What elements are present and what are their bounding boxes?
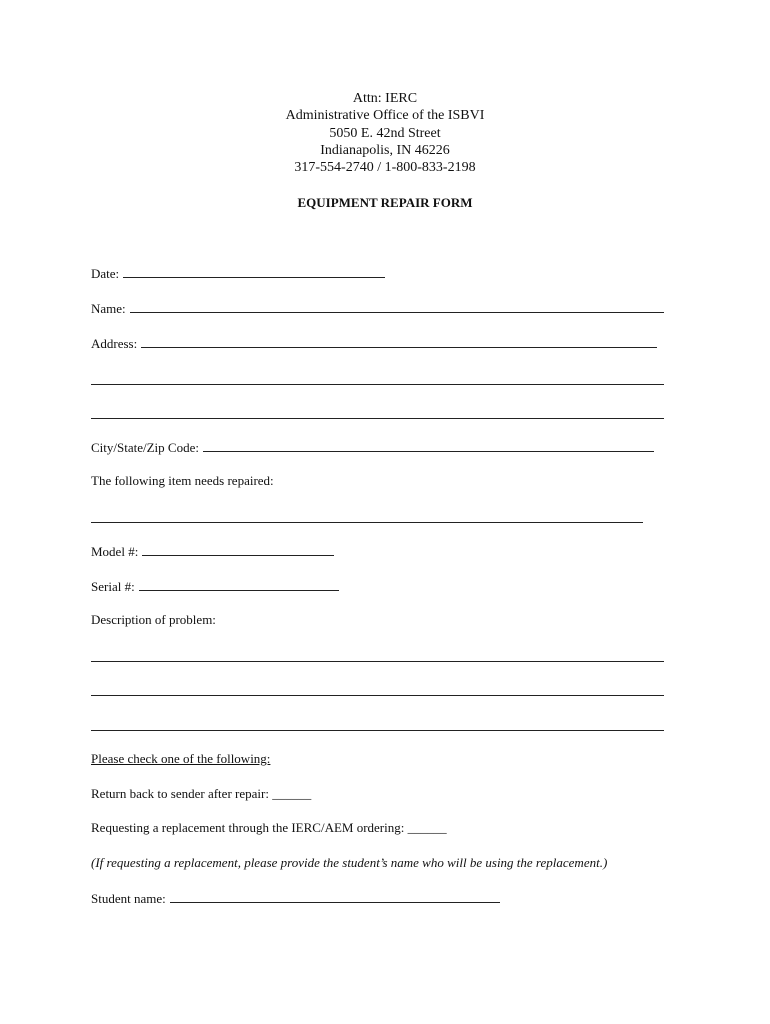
model-label: Model #: xyxy=(91,544,139,559)
description-field-line-2[interactable] xyxy=(91,695,664,696)
date-label: Date: xyxy=(91,266,120,281)
form-title: EQUIPMENT REPAIR FORM xyxy=(297,195,473,210)
description-field-line-3[interactable] xyxy=(91,730,664,731)
address-field-line-3[interactable] xyxy=(91,418,664,419)
name-label: Name: xyxy=(91,301,126,316)
office-line: Administrative Office of the ISBVI xyxy=(285,108,485,124)
description-field-line-1[interactable] xyxy=(91,661,664,662)
student-name-row xyxy=(91,890,500,907)
address-label: Address: xyxy=(91,336,138,351)
name-field[interactable] xyxy=(130,300,664,313)
mailing-address-header xyxy=(0,90,770,176)
check-instruction: Please check one of the following: xyxy=(91,751,271,766)
date-row xyxy=(91,265,385,282)
city-state-zip-row xyxy=(91,439,654,456)
name-row xyxy=(91,300,664,317)
serial-label: Serial #: xyxy=(91,579,135,594)
date-field[interactable] xyxy=(123,265,385,278)
serial-row xyxy=(91,578,339,595)
city-state-zip-label: City/State/Zip Code: xyxy=(91,440,199,455)
street-line: 5050 E. 42nd Street xyxy=(329,125,441,141)
serial-field[interactable] xyxy=(139,578,339,591)
model-row xyxy=(91,543,334,560)
city-line: Indianapolis, IN 46226 xyxy=(320,142,450,158)
phone-line: 317-554-2740 / 1-800-833-2198 xyxy=(294,160,476,176)
replacement-option[interactable]: Requesting a replacement through the IERC/AEM ordering: ______ xyxy=(91,820,447,835)
address-field-line-2[interactable] xyxy=(91,384,664,385)
student-name-field[interactable] xyxy=(170,890,500,903)
attn-line: Attn: IERC xyxy=(352,91,418,106)
model-field[interactable] xyxy=(142,543,334,556)
address-row xyxy=(91,335,657,352)
item-label: The following item needs repaired: xyxy=(91,473,274,488)
address-field[interactable] xyxy=(141,335,657,348)
city-state-zip-field[interactable] xyxy=(203,439,654,452)
replacement-note: (If requesting a replacement, please provide the student’s name who will be using the replacement.) xyxy=(91,855,608,870)
student-name-label: Student name: xyxy=(91,891,166,906)
description-label: Description of problem: xyxy=(91,612,216,627)
item-field[interactable] xyxy=(91,522,643,523)
return-option[interactable]: Return back to sender after repair: ______ xyxy=(91,786,312,801)
